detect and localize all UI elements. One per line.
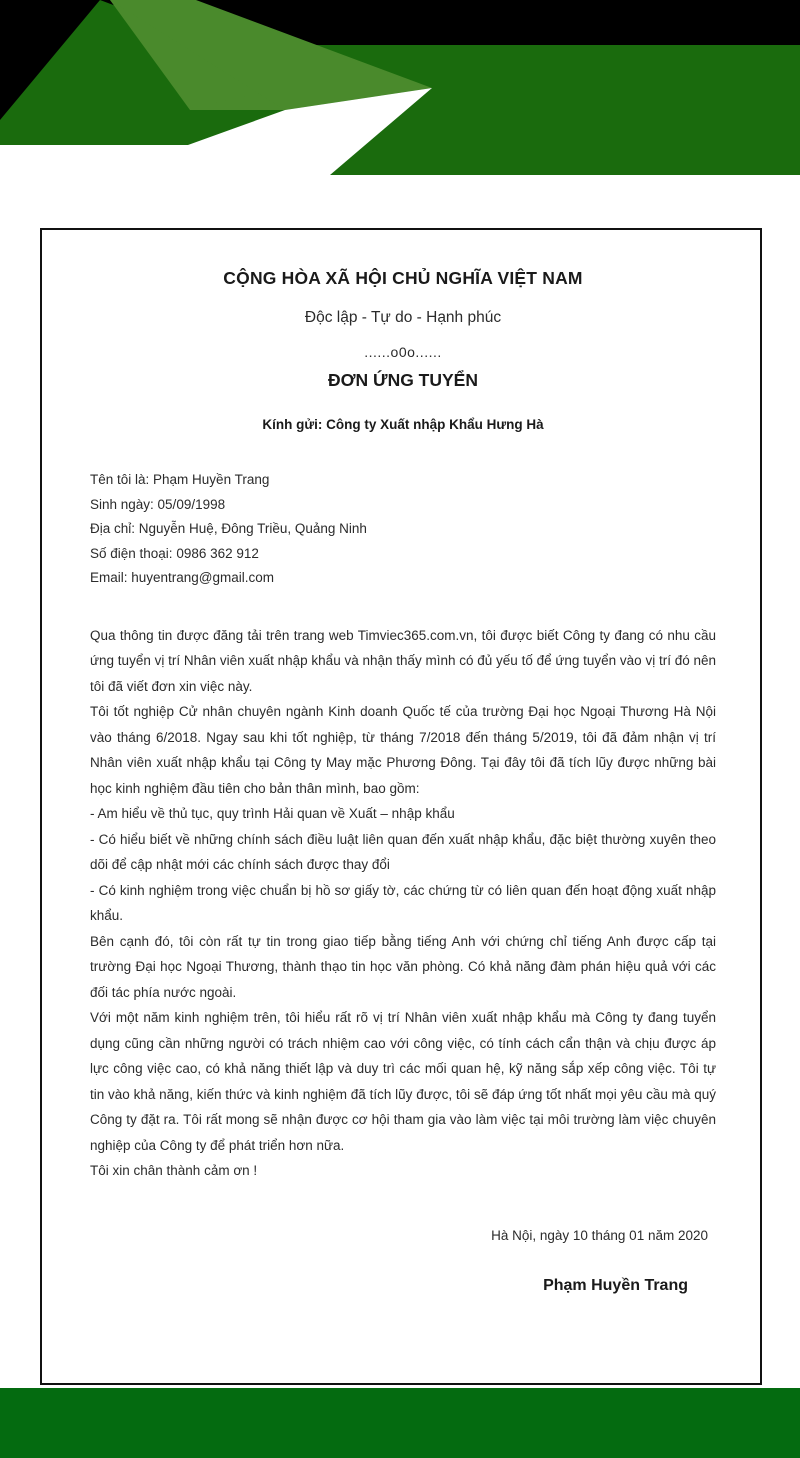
applicant-email-line: Email: huyentrang@gmail.com	[90, 570, 275, 585]
letter-closing-line: Tôi xin chân thành cảm ơn !	[90, 1163, 258, 1178]
letter-paragraph: Bên cạnh đó, tôi còn rất tự tin trong giao tiếp bằng tiếng Anh với chứng chỉ tiếng Anh được cấp tại trường Đại học Ngoại Thương, thành thạo tin học văn phòng. Có khả năng đàm phán hiệu quả với các đối tác phía nước ngoài.	[90, 933, 716, 1000]
recipient-line: Kính gửi: Công ty Xuất nhập Khẩu Hưng Hà	[262, 417, 544, 432]
letter-paragraph: Với một năm kinh nghiệm trên, tôi hiểu rất rõ vị trí Nhân viên xuất nhập khẩu mà Công ty đang tuyển dụng cũng cần những người có trách nhiệm cao với công việc, có tính cách cẩn thận và chịu được áp lực công việc cao, có khả năng thiết lập và duy trì các mối quan hệ, kỹ năng sắp xếp công việc. Tôi tự tin vào khả năng, kiến thức và kinh nghiệm đã tích lũy được, tôi sẽ đáp ứng tốt nhất mọi yêu cầu mà quý Công ty đặt ra. Tôi rất mong sẽ nhận được cơ hội tham gia vào làm việc tại môi trường làm việc chuyên nghiệp của Công ty để phát triển hơn nữa.	[90, 1010, 716, 1153]
applicant-info-block	[90, 468, 716, 591]
applicant-birthdate-line: Sinh ngày: 05/09/1998	[90, 496, 226, 512]
footer-band	[0, 1388, 800, 1458]
signature-block	[90, 1228, 716, 1295]
document-content	[90, 252, 716, 1295]
applicant-name-line: Tên tôi là: Phạm Huyền Trang	[90, 472, 270, 487]
national-motto: Độc lập - Tự do - Hạnh phúc	[304, 309, 502, 326]
signature-place-date: Hà Nội, ngày 10 tháng 01 năm 2020	[491, 1227, 708, 1243]
document-title: ĐƠN ỨNG TUYỂN	[327, 370, 478, 390]
letter-bullet-item: - Có hiểu biết về những chính sách điều luật liên quan đến xuất nhập khẩu, đặc biệt thường xuyên theo dõi để cập nhật mới các chính sách được thay đổi	[90, 831, 716, 872]
header-banner	[0, 0, 800, 175]
national-heading: CỘNG HÒA XÃ HỘI CHỦ NGHĨA VIỆT NAM	[223, 268, 583, 288]
applicant-phone-line: Số điện thoại: 0986 362 912	[90, 545, 259, 561]
letter-bullet-item: - Am hiểu về thủ tục, quy trình Hải quan về Xuất – nhập khẩu	[90, 806, 455, 821]
ornament-divider: ......o0o......	[364, 344, 442, 360]
letter-paragraph: Qua thông tin được đăng tải trên trang web Timviec365.com.vn, tôi được biết Công ty đang có nhu cầu ứng tuyển vị trí Nhân viên xuất nhập khẩu và nhận thấy mình có đủ yếu tố để ứng tuyển vào vị trí đó nên tôi đã viết đơn xin việc này.	[90, 627, 716, 694]
letter-paragraph: Tôi tốt nghiệp Cử nhân chuyên ngành Kinh doanh Quốc tế của trường Đại học Ngoại Thương Hà Nội vào tháng 6/2018. Ngay sau khi tốt nghiệp, từ tháng 7/2018 đến tháng 5/2019, tôi đã đảm nhận vị trí Nhân viên xuất nhập khẩu tại Công ty May mặc Phương Đông. Tại đây tôi đã tích lũy được những bài học kinh nghiệm đầu tiên cho bản thân mình, bao gồm:	[90, 704, 716, 796]
signature-name: Phạm Huyền Trang	[543, 1276, 688, 1294]
letter-body	[90, 623, 716, 1184]
document-sheet	[40, 228, 762, 1385]
letter-bullet-item: - Có kinh nghiệm trong việc chuẩn bị hồ sơ giấy tờ, các chứng từ có liên quan đến hoạt động xuất nhập khẩu.	[90, 882, 716, 923]
applicant-address-line: Địa chỉ: Nguyễn Huệ, Đông Triều, Quảng Ninh	[90, 521, 367, 536]
